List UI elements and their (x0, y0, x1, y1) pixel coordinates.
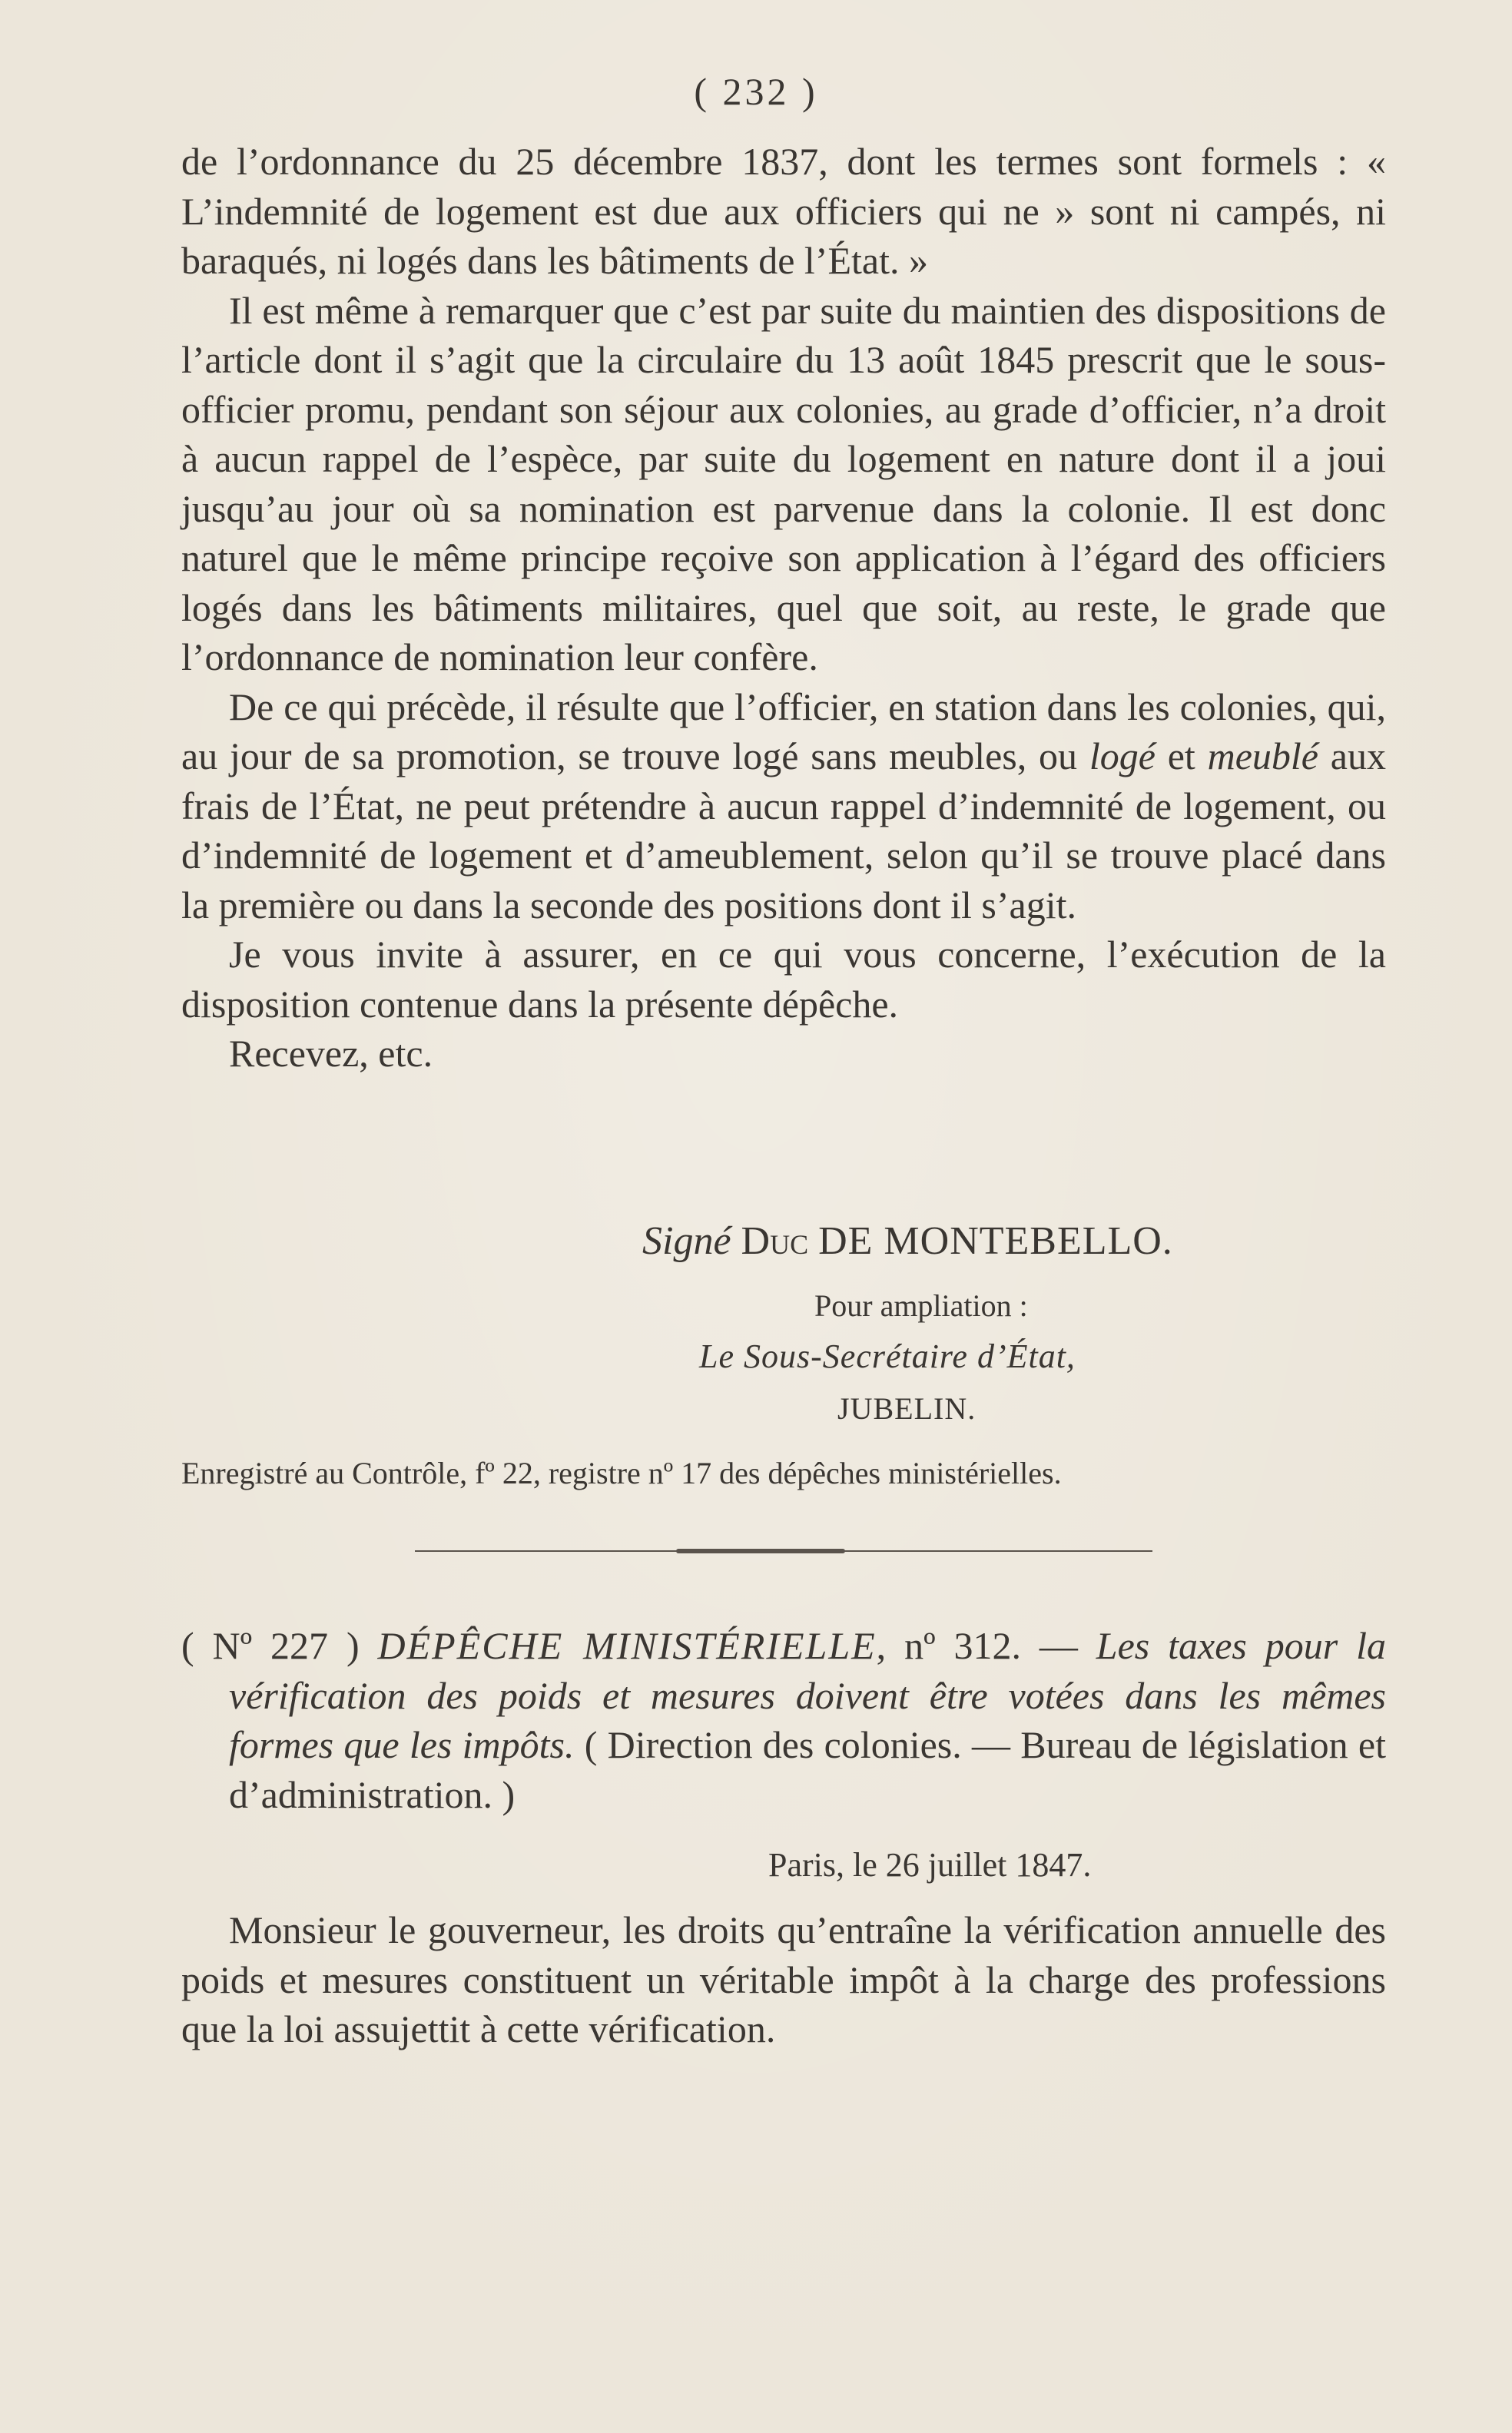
letter-body (181, 1905, 1386, 2054)
depeche-direction: ( Direction des colonies. — Bureau de législation et d’administration. ) (229, 1723, 1386, 1816)
date-line: Paris, le 26 juillet 1847. (768, 1846, 1092, 1884)
paragraph-2: Il est même à remarquer que c’est par suite du maintien des dispositions de l’article dont il s’agit que la circulaire du 13 août 1845 prescrit que le sous-officier promu, pendant son séjour aux colonies, au grade d’officier, n’a droit à aucun rappel de l’espèce, par suite du logement en nature dont il a joui jusqu’au jour où sa nomination est parvenue dans la colonie. Il est donc naturel que le même principe reçoive son application à l’égard des officiers logés dans les bâtiments militaires, quel que soit, au reste, le grade que l’ordonnance de nomination leur confère. (181, 288, 1386, 678)
letter-paragraph-1: Monsieur le gouverneur, les droits qu’entraîne la vérification annuelle des poids et mesures constituent un véritable impôt à la charge des professions que la loi assujettit à cette vérification. (181, 1908, 1386, 2050)
sous-secretaire: Le Sous-Secrétaire d’État, (699, 1337, 1076, 1375)
main-text (181, 137, 1386, 1079)
paragraph-3 (181, 682, 1386, 930)
paragraph-3-meuble: meublé (1207, 734, 1318, 777)
section-separator (415, 1550, 1152, 1552)
paragraph-1: de l’ordonnance du 25 décembre 1837, dont les termes sont formels : « L’indemnité de logement est due aux officiers qui ne » sont ni campés, ni baraqués, ni logés dans les bâtiments de l’État. » (181, 140, 1386, 282)
signature-signe: Signé (642, 1219, 731, 1263)
signature-duc: Duc (741, 1219, 809, 1263)
paragraph-4: Je vous invite à assurer, en ce qui vous concerne, l’exécution de la disposition contenue dans la présente dépêche. (181, 933, 1386, 1026)
signature-line (642, 1218, 1173, 1264)
paragraph-3-loge: logé (1089, 734, 1156, 777)
depeche-number: ( Nº 227 ) (181, 1624, 378, 1667)
depeche-heading (181, 1621, 1386, 1819)
depeche-subject: Les taxes pour la vérification des poids et mesures doivent être votées dans les mêmes formes que les impôts. (229, 1624, 1386, 1766)
paragraph-3-part-a: De ce qui précède, il résulte que l’officier, en station dans les colonies, qui, au jour de sa promotion, se trouve logé sans meubles, ou (181, 684, 1386, 777)
jubelin-signature: JUBELIN. (837, 1391, 976, 1426)
depeche-heading-text (181, 1621, 1386, 1819)
signature-name: DE MONTEBELLO. (818, 1219, 1173, 1263)
paragraph-5: Recevez, etc. (229, 1032, 433, 1075)
depeche-ref: , nº 312. — (876, 1624, 1096, 1667)
paragraph-3-part-e: aux frais de l’État, ne peut prétendre à aucun rappel d’indemnité de logement, ou d’indemnité de logement et d’ameublement, selon qu’il se trouve placé dans la première ou dans la seconde des positions dont il s’agit. (181, 734, 1386, 926)
paragraph-3-et: et (1155, 734, 1208, 777)
ampliation: Pour ampliation : (814, 1288, 1028, 1323)
depeche-title: DÉPÊCHE MINISTÉRIELLE (377, 1624, 877, 1667)
registration-note: Enregistré au Contrôle, fº 22, registre nº 17 des dépêches ministérielles. (181, 1456, 1062, 1490)
page-number: ( 232 ) (694, 70, 818, 113)
